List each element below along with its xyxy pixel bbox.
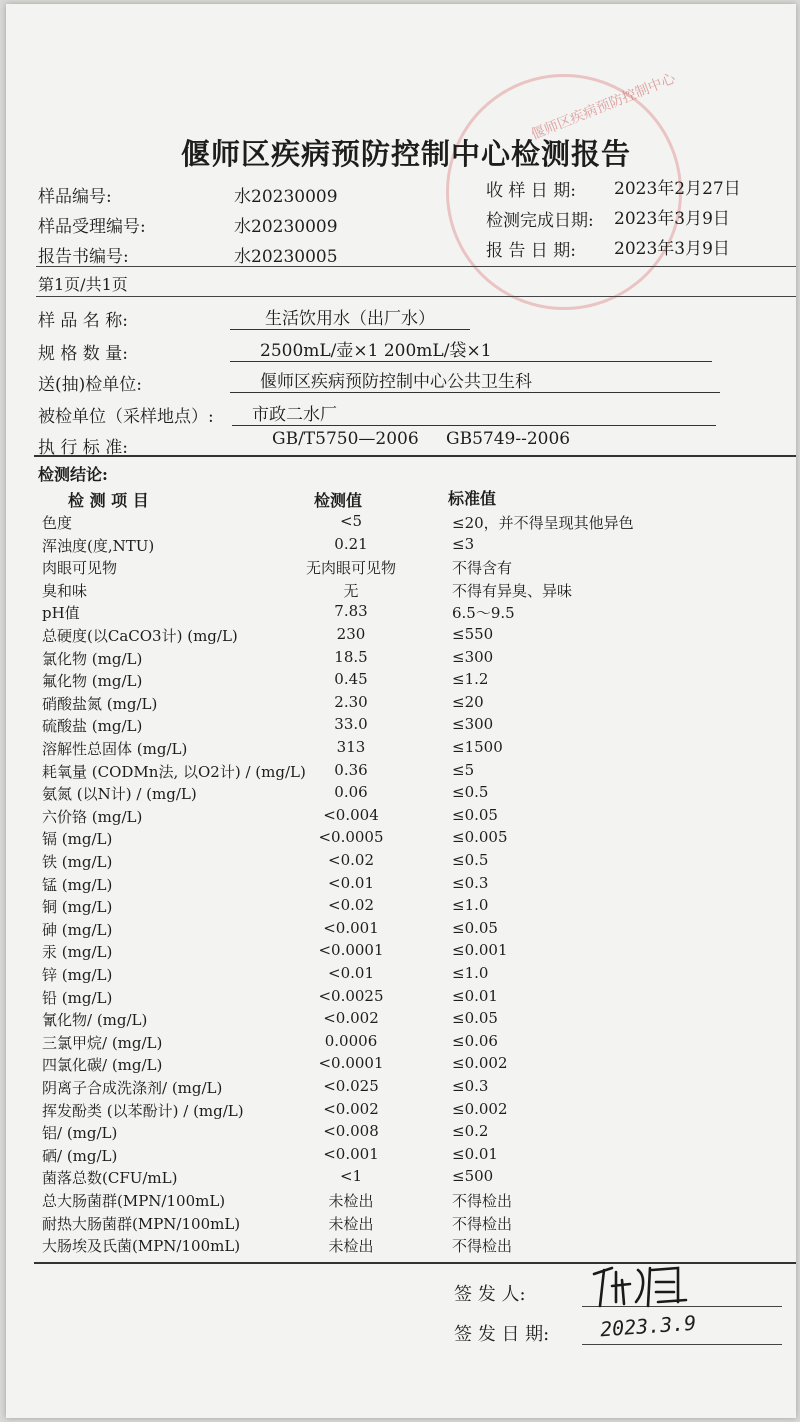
test-item: 总硬度(以CaCO3计) (mg/L) <box>42 627 238 645</box>
standard-value: ≤550 <box>452 625 494 643</box>
table-row <box>6 693 796 715</box>
standard-value: ≤0.5 <box>452 851 489 869</box>
test-item: 汞 (mg/L) <box>42 943 113 962</box>
sample-no: 水20230009 <box>234 187 338 207</box>
test-value: <0.02 <box>328 896 374 915</box>
test-item: 铝/ (mg/L) <box>42 1124 118 1143</box>
test-value: 无肉眼可见物 <box>306 559 397 578</box>
test-value: <0.002 <box>323 1099 379 1118</box>
column-header-value: 检测值 <box>314 491 363 510</box>
test-value: <0.008 <box>323 1122 379 1141</box>
test-value: 未检出 <box>328 1192 374 1210</box>
divider <box>36 296 796 297</box>
report-no-label: 报告书编号: <box>38 247 129 267</box>
test-value: <0.0005 <box>318 828 384 847</box>
test-item: 总大肠菌群(MPN/100mL) <box>42 1192 226 1210</box>
standard-value: ≤0.01 <box>452 1144 498 1163</box>
test-item: 硝酸盐氮 (mg/L) <box>42 694 158 713</box>
test-item: 臭和味 <box>42 581 88 600</box>
standard-value: ≤0.05 <box>452 805 498 824</box>
accept-no-label: 样品受理编号: <box>38 217 146 237</box>
complete-date: 2023年3月9日 <box>614 209 730 229</box>
test-item: 三氯甲烷/ (mg/L) <box>42 1033 163 1052</box>
signer-label: 签 发 人: <box>454 1284 526 1305</box>
table-row <box>6 602 796 624</box>
receive-date: 2023年2月27日 <box>614 179 741 199</box>
table-row <box>6 1032 796 1054</box>
standard-value: ≤1.0 <box>452 896 489 915</box>
standard-value: ≤0.06 <box>452 1031 498 1050</box>
table-row <box>6 964 796 986</box>
test-value: <0.001 <box>323 1144 379 1163</box>
standard-value: ≤0.3 <box>452 1077 489 1095</box>
test-item: 锰 (mg/L) <box>42 875 113 894</box>
report-date: 2023年3月9日 <box>614 239 730 259</box>
test-item: 铜 (mg/L) <box>42 898 113 917</box>
report-date-label: 报 告 日 期: <box>486 241 576 261</box>
standard-value: ≤0.001 <box>452 941 508 960</box>
standard-value: ≤1.0 <box>452 964 489 982</box>
standard-value: 不得检出 <box>452 1192 513 1210</box>
test-item: 耗氧量 (CODMn法, 以O2计) / (mg/L) <box>42 762 306 781</box>
test-value: 0.06 <box>334 783 368 802</box>
table-row <box>6 580 796 602</box>
table-row <box>6 919 796 941</box>
table-row <box>6 783 796 805</box>
test-value: <0.01 <box>328 873 374 892</box>
standard-value: ≤3 <box>452 534 475 553</box>
page-info: 第1页/共1页 <box>38 275 128 294</box>
test-value: 7.83 <box>334 602 368 621</box>
test-item: 浑浊度(度,NTU) <box>42 536 155 555</box>
standard-value: ≤0.5 <box>452 783 489 802</box>
test-item: 硒/ (mg/L) <box>42 1146 118 1165</box>
table-row <box>6 896 796 918</box>
standard-value: ≤300 <box>452 647 494 666</box>
report-no: 水20230005 <box>234 247 338 267</box>
standard-value: ≤300 <box>452 715 494 734</box>
test-value: 未检出 <box>328 1214 374 1233</box>
standard-value: ≤20，并不得呈现其他异色 <box>452 514 634 532</box>
handwritten-signature <box>586 1262 736 1312</box>
standard-value: ≤1.2 <box>452 670 489 689</box>
table-row <box>6 874 796 896</box>
test-value: <0.01 <box>328 964 374 982</box>
column-header-standard: 标准值 <box>448 489 497 508</box>
test-item: 硫酸盐 (mg/L) <box>42 717 143 736</box>
table-row <box>6 1009 796 1031</box>
table-row <box>6 1190 796 1212</box>
table-row <box>6 1235 796 1257</box>
standard-value: 不得含有 <box>452 559 513 578</box>
inspected: 市政二水厂 <box>232 400 716 426</box>
test-value: <0.0025 <box>318 986 384 1005</box>
test-item: 镉 (mg/L) <box>42 830 113 849</box>
standard-value: ≤0.2 <box>452 1122 489 1141</box>
standard-value: ≤0.01 <box>452 986 498 1005</box>
test-item: 六价铬 (mg/L) <box>42 807 143 826</box>
table-row <box>6 535 796 557</box>
conclusion-label: 检测结论: <box>38 465 108 484</box>
divider <box>34 455 796 457</box>
test-value: 0.45 <box>334 670 368 689</box>
standard-value: 不得检出 <box>452 1214 513 1233</box>
standard-label: 执 行 标 准: <box>38 438 128 458</box>
test-item: 锌 (mg/L) <box>42 966 113 984</box>
test-item: 砷 (mg/L) <box>42 920 113 939</box>
test-value: <0.001 <box>323 918 379 937</box>
table-row <box>6 1213 796 1235</box>
test-value: <0.004 <box>323 805 379 824</box>
standard-1: GB/T5750—2006 <box>272 429 419 449</box>
standard-value: ≤0.002 <box>452 1099 508 1118</box>
test-item: 氯化物 (mg/L) <box>42 649 143 668</box>
table-row <box>6 851 796 873</box>
test-item: 肉眼可见物 <box>42 559 118 578</box>
sample-no-label: 样品编号: <box>38 187 112 207</box>
test-value: 无 <box>343 581 359 600</box>
standard-value: ≤20 <box>452 692 484 711</box>
standard-value: ≤0.002 <box>452 1054 508 1073</box>
table-row <box>6 1100 796 1122</box>
accept-no: 水20230009 <box>234 217 338 237</box>
table-row <box>6 715 796 737</box>
test-value: <0.0001 <box>318 941 384 960</box>
test-value: 313 <box>336 738 366 756</box>
test-value: <0.025 <box>323 1077 379 1095</box>
table-row <box>6 625 796 647</box>
test-value: <0.02 <box>328 851 374 869</box>
sample-name: 生活饮用水（出厂水） <box>230 304 470 330</box>
test-item: pH值 <box>42 604 80 623</box>
table-row <box>6 670 796 692</box>
divider <box>36 266 796 267</box>
standard-value: 不得检出 <box>452 1237 513 1256</box>
table-row <box>6 1145 796 1167</box>
complete-date-label: 检测完成日期: <box>486 211 594 231</box>
standard-value: 不得有异臭、异味 <box>452 581 573 600</box>
test-item: 铅 (mg/L) <box>42 988 113 1007</box>
spec-label: 规 格 数 量: <box>38 344 128 364</box>
inspected-label: 被检单位（采样地点）: <box>38 407 214 427</box>
standard-value: ≤1500 <box>452 738 503 756</box>
test-value: 0.36 <box>334 760 368 779</box>
test-item: 色度 <box>42 514 73 532</box>
standard-value: 6.5～9.5 <box>452 604 515 623</box>
test-item: 四氯化碳/ (mg/L) <box>42 1056 163 1075</box>
sender: 偃师区疾病预防控制中心公共卫生科 <box>230 367 720 393</box>
test-value: <1 <box>339 1167 363 1186</box>
standard-value: ≤0.3 <box>452 873 489 892</box>
table-row <box>6 1054 796 1076</box>
sender-label: 送(抽)检单位: <box>38 375 142 395</box>
official-seal-text: 偃师区疾病预防控制中心 <box>528 70 678 144</box>
table-row <box>6 648 796 670</box>
test-item: 耐热大肠菌群(MPN/100mL) <box>42 1214 241 1233</box>
test-item: 溶解性总固体 (mg/L) <box>42 740 188 758</box>
test-item: 氰化物/ (mg/L) <box>42 1011 148 1030</box>
table-row <box>6 806 796 828</box>
table-row <box>6 828 796 850</box>
test-item: 阴离子合成洗涤剂/ (mg/L) <box>42 1079 223 1097</box>
column-header-item: 检 测 项 目 <box>68 491 149 510</box>
test-value: 18.5 <box>334 647 368 666</box>
standard-value: ≤5 <box>452 760 475 779</box>
table-row <box>6 1122 796 1144</box>
sample-name-label: 样 品 名 称: <box>38 311 128 331</box>
table-row <box>6 557 796 579</box>
receive-date-label: 收 样 日 期: <box>486 181 576 201</box>
test-value: 230 <box>336 625 366 643</box>
test-value: 33.0 <box>334 715 368 734</box>
table-row <box>6 738 796 760</box>
standard-value: ≤500 <box>452 1167 494 1186</box>
test-item: 氨氮 (以N计) / (mg/L) <box>42 785 197 804</box>
report-title: 偃师区疾病预防控制中心检测报告 <box>180 137 631 171</box>
test-value: 2.30 <box>334 692 368 711</box>
test-item: 挥发酚类 (以苯酚计) / (mg/L) <box>42 1101 244 1120</box>
test-value: 未检出 <box>328 1237 374 1256</box>
test-item: 氟化物 (mg/L) <box>42 672 143 691</box>
sign-date-line <box>582 1344 782 1345</box>
table-row <box>6 1077 796 1099</box>
standard-value: ≤0.05 <box>452 918 498 937</box>
test-value: <5 <box>339 512 363 530</box>
table-row <box>6 761 796 783</box>
test-item: 大肠埃及氏菌(MPN/100mL) <box>42 1237 241 1256</box>
standard-value: ≤0.005 <box>452 828 508 847</box>
test-value: 0.21 <box>334 534 368 553</box>
table-row <box>6 1167 796 1189</box>
table-row <box>6 512 796 534</box>
test-item: 铁 (mg/L) <box>42 853 113 871</box>
test-item: 菌落总数(CFU/mL) <box>42 1169 178 1188</box>
test-value: <0.0001 <box>318 1054 384 1073</box>
standard-value: ≤0.05 <box>452 1009 498 1028</box>
test-value: <0.002 <box>323 1009 379 1028</box>
standard-2: GB5749--2006 <box>446 429 571 449</box>
sign-date: 2023.3.9 <box>599 1310 698 1342</box>
test-value: 0.0006 <box>324 1031 378 1050</box>
report-paper <box>6 4 796 1418</box>
spec: 2500mL/壶×1 200mL/袋×1 <box>230 336 712 362</box>
table-row <box>6 987 796 1009</box>
table-row <box>6 941 796 963</box>
sign-date-label: 签 发 日 期: <box>454 1324 550 1345</box>
